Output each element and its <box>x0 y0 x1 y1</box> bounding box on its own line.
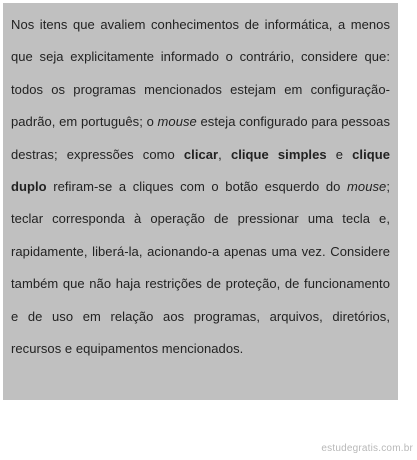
text-segment-italic: mouse <box>347 179 387 195</box>
text-segment: e <box>326 146 353 162</box>
text-segment: ; teclar corresponda à operação de pressionar uma tecla e, rapidamente, liberá-la, acionando-a apenas uma vez. Considere também que não haja restrições de proteção, de funcionamento e de uso em relação aos programas, arquivos, diretórios, recursos e equipamentos mencionados. <box>11 179 390 357</box>
text-segment-bold: clique simples <box>230 146 327 162</box>
text-segment: esteja configurado para pessoas destras; expressões como <box>11 114 390 162</box>
text-segment: refiram-se a cliques com o botão esquerdo do <box>46 179 348 195</box>
text-segment: , <box>218 146 231 162</box>
instructions-paragraph <box>11 9 390 365</box>
text-segment-italic: mouse <box>157 114 197 130</box>
text-segment: Nos itens que avaliem conhecimentos de informática, a menos que seja explicitamente informado o contrário, considere que: todos os programas mencionados estejam em configuração-padrão, em português; o <box>11 17 390 130</box>
text-segment-bold: clique duplo <box>11 146 391 195</box>
instructions-box <box>3 3 398 400</box>
watermark: estudegratis.com.br <box>321 443 413 454</box>
text-segment-bold: clicar <box>183 146 219 162</box>
